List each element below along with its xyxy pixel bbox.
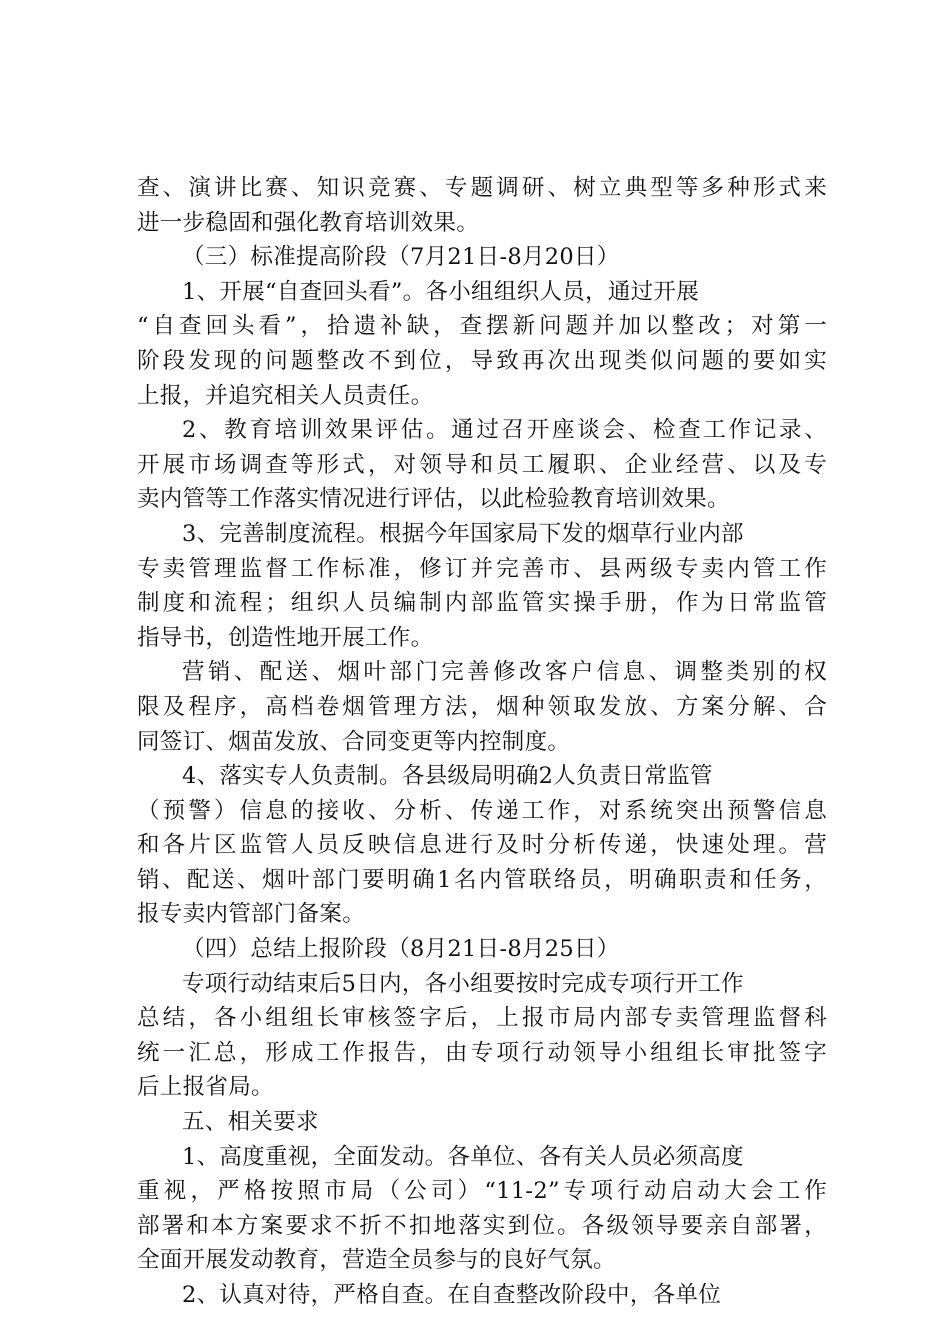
- text-line: “自查回头看”，拾遗补缺，查摆新问题并加以整改；对第一: [137, 313, 827, 340]
- text-line: 开展市场调查等形式，对领导和员工履职、企业经营、以及专: [137, 451, 827, 478]
- text-line: 2、认真对待，严格自查。在自查整改阶段中，各单位: [182, 1282, 722, 1308]
- text-line: 五、相关要求: [182, 1109, 319, 1136]
- text-line: 2、教育培训效果评估。通过召开座谈会、检查工作记录、: [182, 417, 827, 444]
- text-line: 制度和流程；组织人员编制内部监管实操手册，作为日常监管: [137, 590, 827, 617]
- text-line: 上报，并追究相关人员责任。: [137, 382, 434, 409]
- text-line: 全面开展发动教育，营造全员参与的良好气氛。: [137, 1247, 616, 1274]
- text-line: 限及程序，高档卷烟管理方法，烟种领取发放、方案分解、合: [137, 693, 827, 720]
- text-line: 报专卖内管部门备案。: [137, 901, 366, 928]
- text-line: 销、配送、烟叶部门要明确1名内管联络员，明确职责和任务，: [137, 866, 827, 893]
- text-line: 4、落实专人负责制。各县级局明确2人负责日常监管: [182, 763, 713, 790]
- text-line: （预警）信息的接收、分析、传递工作，对系统突出预警信息: [137, 797, 827, 824]
- text-line: 进一步稳固和强化教育培训效果。: [137, 209, 480, 236]
- text-line: 1、高度重视，全面发动。各单位、各有关人员必须高度: [182, 1143, 744, 1170]
- text-line: 和各片区监管人员反映信息进行及时分析传递，快速处理。营: [137, 832, 827, 859]
- text-line: （四）总结上报阶段（8月21日-8月25日）: [182, 936, 620, 963]
- text-line: 指导书，创造性地开展工作。: [137, 624, 434, 651]
- text-line: 卖内管等工作落实情况进行评估，以此检验教育培训效果。: [137, 486, 730, 513]
- text-line: 查、演讲比赛、知识竞赛、专题调研、树立典型等多种形式来: [137, 175, 827, 201]
- text-line: 重视，严格按照市局（公司）“11-2”专项行动启动大会工作: [137, 1178, 827, 1205]
- text-line: 后上报省局。: [137, 1074, 274, 1101]
- text-line: 1、开展“自查回头看”。各小组组织人员，通过开展: [182, 278, 700, 305]
- text-line: 总结，各小组组长审核签字后，上报市局内部专卖管理监督科: [137, 1005, 827, 1032]
- text-line: 营销、配送、烟叶部门完善修改客户信息、调整类别的权: [182, 659, 827, 686]
- text-line: 同签订、烟苗发放、合同变更等内控制度。: [137, 728, 571, 755]
- text-line: 统一汇总，形成工作报告，由专项行动领导小组组长审批签字: [137, 1039, 827, 1066]
- document-body: [137, 171, 827, 1313]
- text-line: 专卖管理监督工作标准，修订并完善市、县两级专卖内管工作: [137, 555, 827, 582]
- text-line: 部署和本方案要求不折不扣地落实到位。各级领导要亲自部署，: [137, 1212, 827, 1239]
- text-line: 3、完善制度流程。根据今年国家局下发的烟草行业内部: [182, 520, 744, 547]
- text-line: 专项行动结束后5日内，各小组要按时完成专项行开工作: [182, 970, 744, 997]
- text-line: 阶段发现的问题整改不到位，导致再次出现类似问题的要如实: [137, 347, 827, 374]
- text-line: （三）标准提高阶段（7月21日-8月20日）: [182, 244, 620, 271]
